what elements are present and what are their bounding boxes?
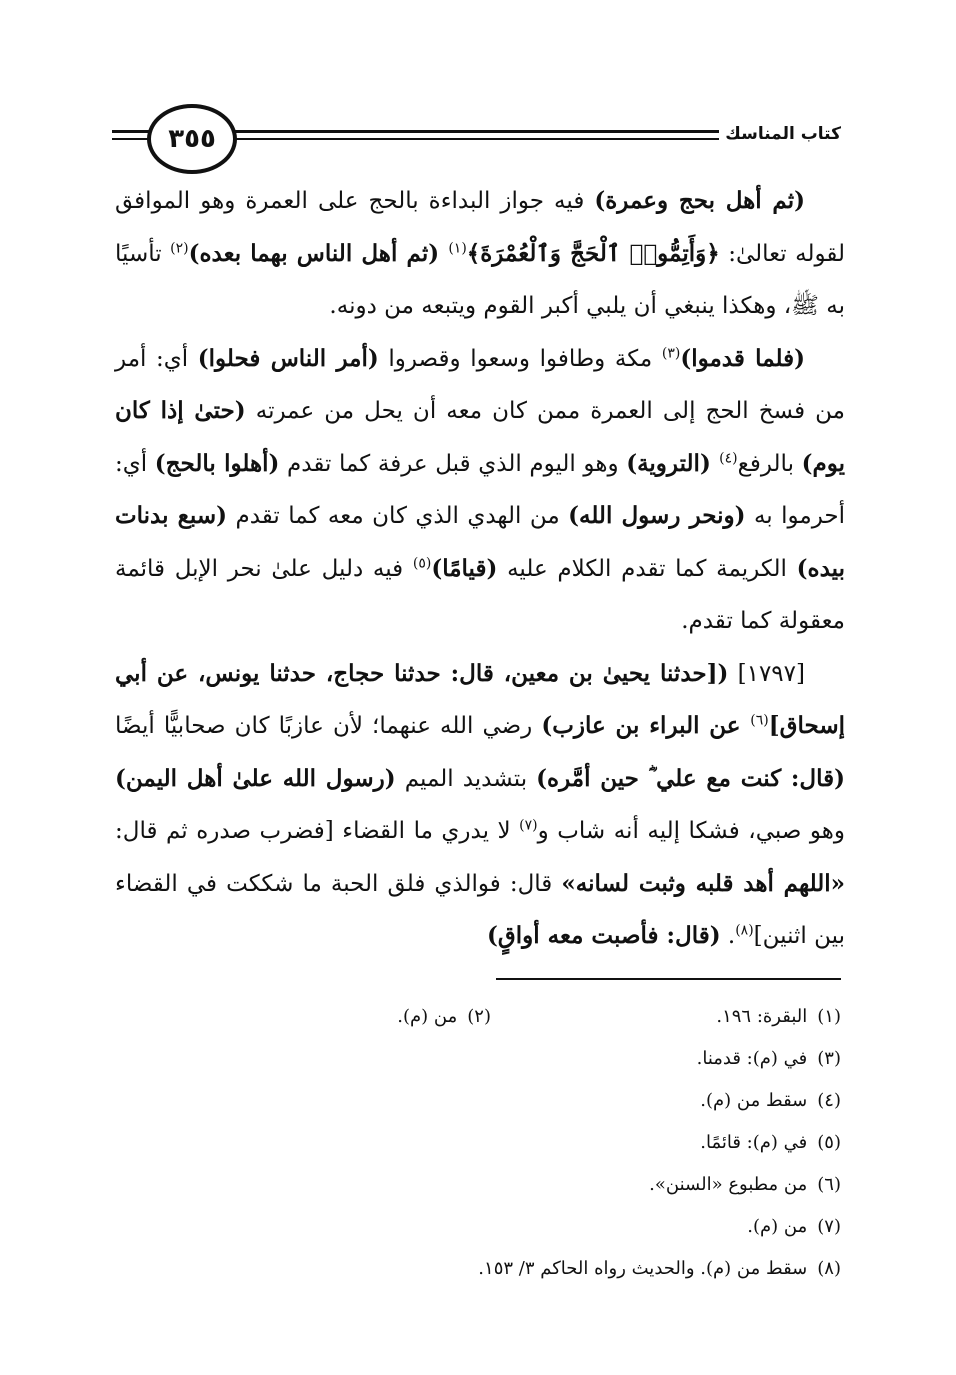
text-run: بالرفع [737,450,802,477]
footnote-ref: (٥) [412,554,432,571]
text-run: وهو صبي، فشكا إليه أنه شاب و [537,818,845,844]
footnote-number: (٥) [817,1131,841,1153]
hadith-number: [١٧٩٧] [728,660,805,687]
text-run: قال: فوالذي فلق الحبة ما شككت في القضاء بين اثنين] [115,870,845,949]
footnote-text: في (م): قائمًا. [700,1131,808,1153]
text-run: أي: أحرموا به [115,450,846,529]
footnote-text: سقط من (م). [700,1089,808,1111]
footnote-text: من مطبوع «السنن». [649,1173,808,1195]
bold-phrase: (قال: كنت مع علي ؓ حين أمَّره) [536,764,845,792]
footnote-row [111,1079,841,1121]
footnote-number: (١) [817,1005,841,1027]
footnote-row [111,1163,841,1205]
text-run: أي: أمر من فسخ الحج إلى العمرة ممن كان معه أن يحل من عمرته [115,345,845,424]
footnote-number: (٦) [817,1173,841,1195]
bold-phrase: (أهلوا بالحج) [154,449,280,477]
footnote-text: من (م). [747,1215,808,1237]
text-run: مكة وطافوا وسعوا وقصروا [378,345,662,372]
footnote-row [111,1037,841,1079]
bold-phrase: (أمر الناس فحلوا) [197,344,379,372]
text-run: بتشديد الميم [395,765,537,792]
footnote-row [111,1205,841,1247]
quran-verse: ﴿وَأَتِمُّوا۟ ٱلْحَجَّ وَٱلْعُمْرَةَ﴾ [466,239,720,267]
bold-phrase: (ونحر رسول الله) [568,502,746,529]
bold-phrase: (رسول الله علىٰ أهل اليمن) [115,764,396,792]
paragraph-2 [115,333,845,648]
main-text [115,175,845,963]
footnote-8 [478,1258,841,1279]
footnote-5 [700,1132,841,1153]
footnote-ref: (٣) [661,344,681,361]
footnote-6 [649,1174,841,1195]
text-run: لا يدري ما القضاء [فضرب صدره ثم قال: [115,818,520,844]
text-run: فيه جواز البداءة بالحج على العمرة وهو الموافق لقوله تعالىٰ: [115,188,845,267]
footnote-text: سقط من (م). والحديث رواه الحاكم ٣/ ١٥٣. [478,1257,808,1279]
bold-phrase: (سبع بدنات بيده) [115,502,846,582]
paragraph-3 [115,648,845,963]
footnote-ref: (٦) [750,712,769,729]
footnote-1 [491,1006,841,1027]
text-run: رضي الله عنهما؛ لأن عازبًا كان صحابيًّا أيضًا [115,713,542,739]
bold-phrase: (ثم أهل الناس بهما بعده) [188,239,449,267]
footnote-3 [697,1048,841,1069]
header-rule-stub-bottom [112,138,142,140]
footnote-row [111,1121,841,1163]
footnote-2 [397,1006,491,1027]
footnotes [111,995,841,1289]
footnote-number: (٧) [817,1215,841,1237]
bold-phrase: (فلما قدموا) [680,344,805,372]
footnote-number: (٨) [817,1257,841,1279]
footnote-number: (٤) [817,1089,841,1111]
bold-phrase: (قال: فأصبت معه أواقٍ) [487,922,721,949]
page-number: ٣٥٥ [147,104,237,174]
text-run: تأسيًا به ﷺ، وهكذا ينبغي أن يلبي أكبر القوم ويتبعه من دونه. [115,240,845,319]
bold-phrase: «اللهم أهد قلبه وثبت لسانه» [561,869,845,897]
bold-phrase: عن البراء بن عازب) [541,712,751,739]
text-run: من الهدي الذي كان معه كما تقدم [227,503,569,529]
text-run: . [720,923,736,949]
footnote-text: البقرة: ١٩٦. [716,1005,808,1027]
footnote-text: في (م): قدمنا. [696,1047,808,1069]
book-title: كتاب المناسك [719,124,841,144]
footnote-4 [700,1090,841,1111]
bold-phrase: (قيامًا) [431,554,498,582]
footnote-row [111,1247,841,1289]
bold-phrase: (حتىٰ إذا كان يوم) [115,397,846,477]
footnote-separator [496,978,841,980]
bold-phrase: ([حدثنا يحيىٰ بن معين، قال: حدثنا حجاج، حدثنا يونس، عن أبي إسحاق] [115,659,846,739]
footnote-ref: (٢) [170,239,189,256]
bold-phrase: (التروية) [626,449,720,477]
footnote-ref: (٤) [719,449,738,466]
text-run: الكريمة كما تقدم الكلام عليه [497,555,797,582]
text-run: فيه دليل علىٰ نحر الإبل قائمة معقولة كما تقدم. [115,555,845,634]
paragraph-1 [115,175,845,333]
footnote-number: (٣) [817,1047,841,1069]
footnote-row [111,995,841,1037]
footnote-ref: (٨) [735,922,754,939]
footnote-ref: (٧) [519,817,538,834]
text-run: وهو اليوم الذي قبل عرفة كما تقدم [279,450,627,477]
bold-phrase: (ثم أهل بحج وعمرة) [594,187,805,214]
footnote-text: من (م). [397,1005,458,1027]
footnote-number: (٢) [467,1005,491,1027]
header-rule-stub-top [112,130,142,133]
footnote-7 [747,1216,841,1237]
footnote-ref: (١) [448,239,467,256]
